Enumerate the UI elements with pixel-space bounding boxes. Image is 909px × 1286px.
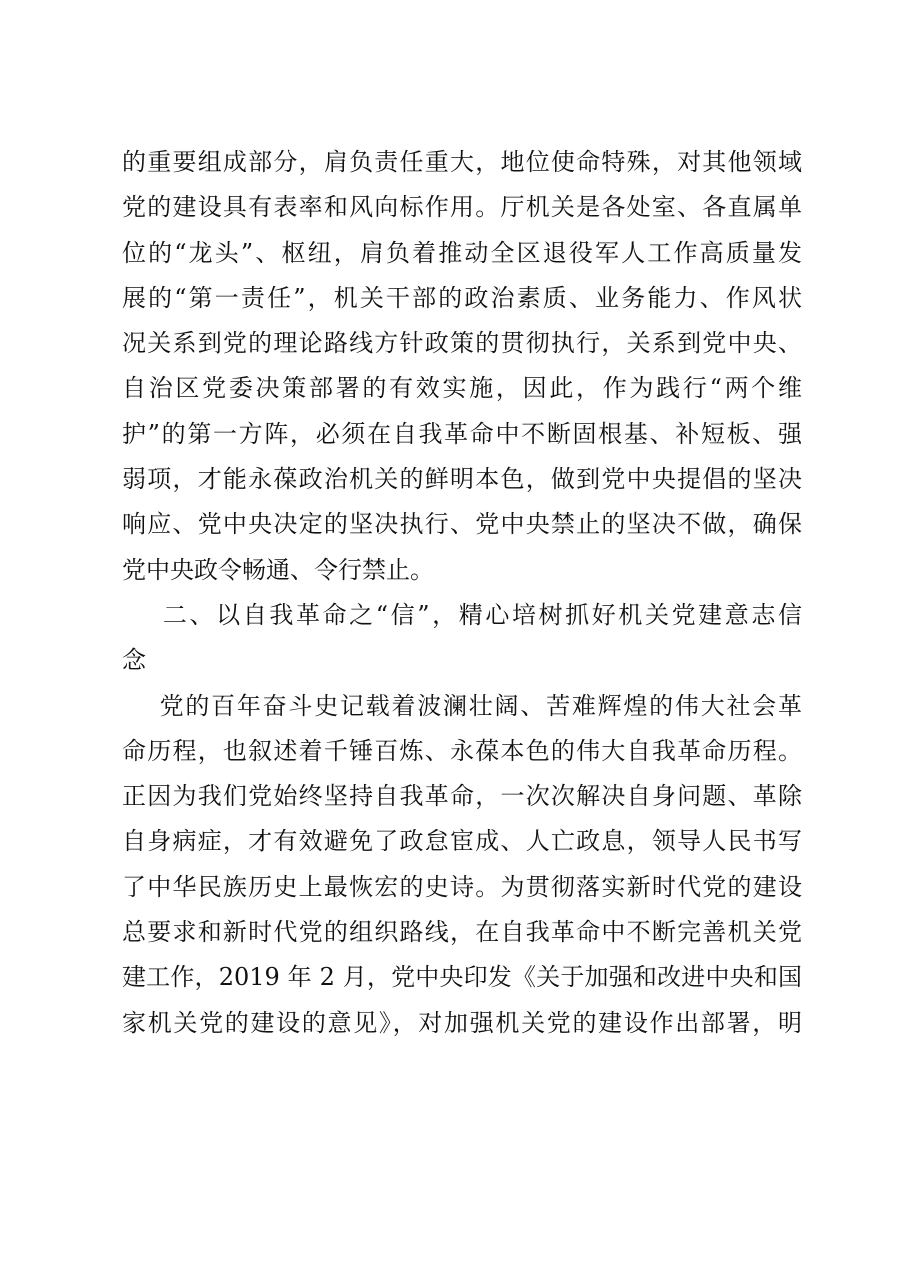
text-line: 自身病症，才有效避免了政怠宦成、人亡政息，领导人民书写 bbox=[122, 827, 802, 856]
text-line: 展的“第一责任”，机关干部的政治素质、业务能力、作风状 bbox=[122, 283, 802, 312]
text-line: 了中华民族历史上最恢宏的史诗。为贯彻落实新时代党的建设 bbox=[122, 872, 802, 901]
text-line: 的重要组成部分，肩负责任重大，地位使命特殊，对其他领域 bbox=[122, 148, 802, 176]
section-heading-line: 念 bbox=[122, 646, 146, 675]
section-heading-line: 二、以自我革命之“信”，精心培树抓好机关党建意志信 bbox=[122, 600, 802, 629]
document-body bbox=[122, 140, 802, 1046]
text-line: 命历程，也叙述着千锤百炼、永葆本色的伟大自我革命历程。 bbox=[122, 736, 802, 765]
text-line: 总要求和新时代党的组织路线，在自我革命中不断完善机关党 bbox=[122, 918, 802, 947]
text-line: 党的百年奋斗史记载着波澜壮阔、苦难辉煌的伟大社会革 bbox=[122, 691, 802, 720]
text-line: 位的“龙头”、枢纽，肩负着推动全区退役军人工作高质量发 bbox=[122, 238, 802, 267]
text-line: 响应、党中央决定的坚决执行、党中央禁止的坚决不做，确保 bbox=[122, 510, 802, 539]
text-line: 况关系到党的理论路线方针政策的贯彻执行，关系到党中央、 bbox=[122, 329, 802, 358]
text-line: 党的建设具有表率和风向标作用。厅机关是各处室、各直属单 bbox=[122, 193, 802, 222]
text-line: 党中央政令畅通、令行禁止。 bbox=[122, 555, 434, 584]
text-line: 建工作，2019 年 2 月，党中央印发《关于加强和改进中央和国 bbox=[122, 963, 802, 992]
text-line: 自治区党委决策部署的有效实施，因此，作为践行“两个维 bbox=[122, 374, 802, 403]
text-line: 护”的第一方阵，必须在自我革命中不断固根基、补短板、强 bbox=[122, 419, 802, 448]
text-line: 正因为我们党始终坚持自我革命，一次次解决自身问题、革除 bbox=[122, 782, 802, 811]
text-line: 弱项，才能永葆政治机关的鲜明本色，做到党中央提倡的坚决 bbox=[122, 465, 802, 494]
text-line: 家机关党的建设的意见》，对加强机关党的建设作出部署，明 bbox=[122, 1008, 802, 1037]
